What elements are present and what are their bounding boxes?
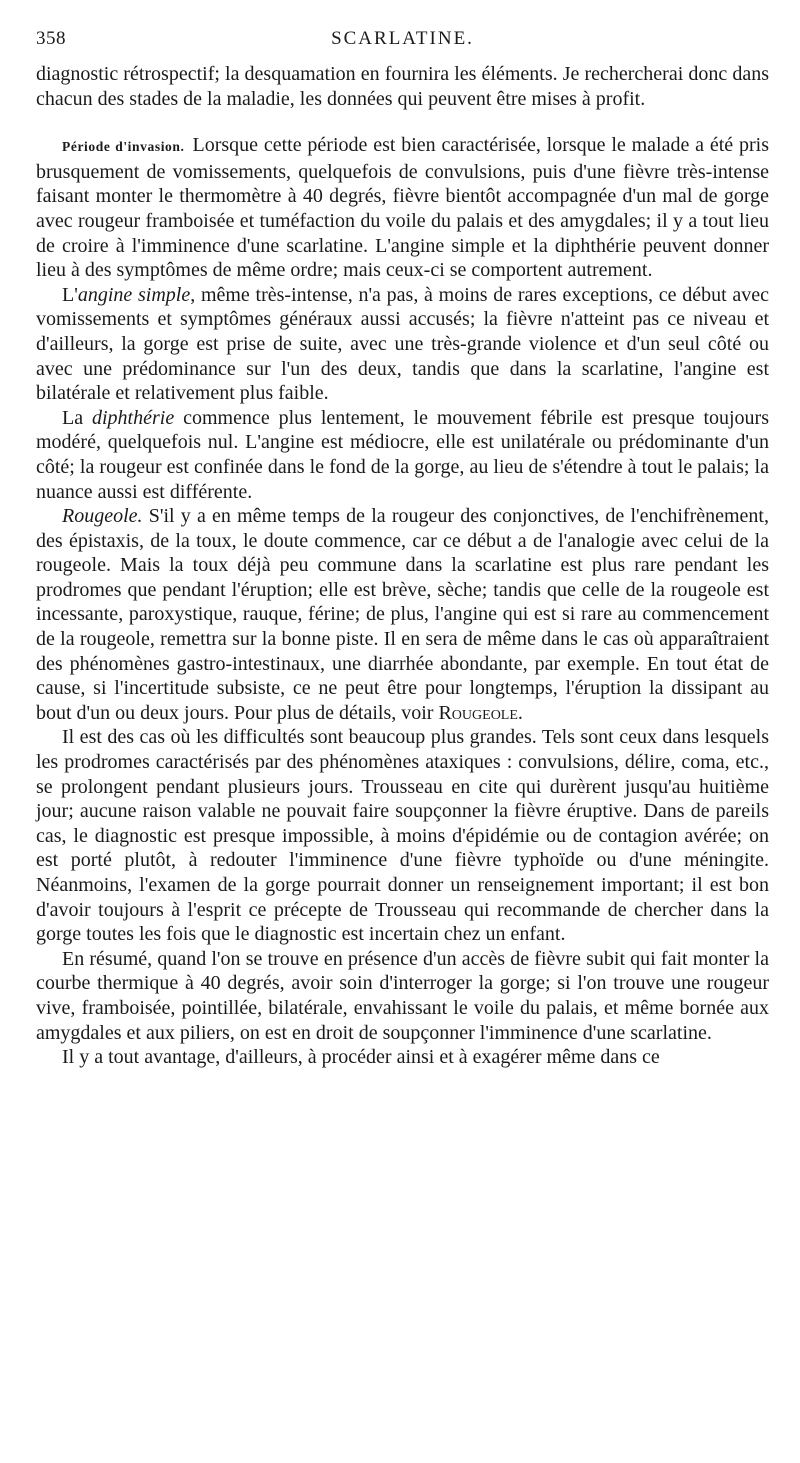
- italic-term: Rougeole.: [62, 505, 143, 528]
- running-head: SCARLATINE.: [331, 28, 474, 49]
- italic-term: diphthérie: [91, 406, 175, 429]
- paragraph: Il y a tout avantage, d'ailleurs, à procéder ainsi et à exagérer même dans ce: [62, 1046, 660, 1069]
- paragraph-text: commence plus lentement, le mouvement fébrile est presque toujours modéré, quelquefois nul. L'angine est médiocre, elle est unilatérale ou prédominante d'un côté; la rougeur est confinée dans le fond de la gorge, au lieu de s'étendre à tout le palais; la nuance aussi est différente.: [36, 406, 769, 503]
- paragraph-text: S'il y a en même temps de la rougeur des conjonctives, de l'enchifrènement, des épistaxis, de la toux, le doute commence, car ce début a de l'analogie avec celui de la rougeole. Mais la toux déjà peu commune dans la scarlatine est plus rare pendant les prodromes que pendant l'éruption; elle est brève, sèche; tandis que celle de la rougeole est incessante, paroxystique, rauque, férine; de plus, l'angine qui est si rare au commencement de la rougeole, remettra sur la bonne piste. Il en sera de même dans le cas où apparaîtraient des phénomènes gastro-intestinaux, une diarrhée abondante, par exemple. En tout état de cause, si l'incertitude subsiste, ce ne peut être pour longtemps, l'éruption la dissipant au bout d'un ou deux jours. Pour plus de détails, voir: [36, 505, 769, 724]
- paragraph: Il est des cas où les difficultés sont beaucoup plus grandes. Tels sont ceux dans lesquels les prodromes caractérisés par des phénomènes ataxiques : convulsions, délire, coma, etc., se prolongent pendant plusieurs jours. Trousseau en cite qui durèrent jusqu'au huitième jour; aucune raison valable ne pouvait faire soupçonner la fièvre éruptive. Dans de pareils cas, le diagnostic est presque impossible, à moins d'épidémie ou de contagion avérée; on est porté plutôt, à redouter l'imminence d'une fièvre typhoïde ou d'une méningite. Néanmoins, l'examen de la gorge pourrait donner un renseignement important; il est bon d'avoir toujours à l'esprit ce précepte de Trousseau qui recommande de chercher dans la gorge toutes les fois que le diagnostic est incertain chez un enfant.: [36, 726, 769, 946]
- paragraph: [36, 283, 769, 406]
- paragraph-text: , même très-intense, n'a pas, à moins de rares exceptions, ce début avec vomissements et symptômes généraux aussi accusés; la fièvre n'atteint pas ce niveau et d'ailleurs, la gorge est prise de suite, avec une très-grande violence et d'un seul côté ou avec une prédominance sur l'un des deux, tandis que dans la scarlatine, l'angine est bilatérale et relativement plus faible.: [36, 283, 769, 405]
- paragraph-lead: L': [62, 283, 78, 306]
- book-page: [36, 28, 769, 1070]
- paragraph: En résumé, quand l'on se trouve en présence d'un accès de fièvre subit qui fait monter la courbe thermique à 40 degrés, avoir soin d'interroger la gorge; si l'on trouve une rougeur vive, framboisée, pointillée, bilatérale, envahissant le voile du palais, et même bornée aux amygdales et aux piliers, on est en droit de soupçonner l'imminence d'une scarlatine.: [36, 947, 769, 1044]
- section-heading: Période d'invasion.: [62, 139, 185, 155]
- italic-term: angine simple: [77, 283, 191, 306]
- paragraph-lead: La: [62, 406, 92, 429]
- paragraph: diagnostic rétrospectif; la desquamation en fournira les éléments. Je rechercherai donc dans chacun des stades de la maladie, les données qui peuvent être mises à profit.: [36, 63, 769, 110]
- paragraph: [36, 406, 769, 504]
- page-header: [36, 28, 769, 62]
- paragraph-text: Lorsque cette période est bien caractérisée, lorsque le malade a été pris brusquement de vomissements, quelquefois de convulsions, puis d'une fièvre très-intense faisant monter le thermomètre à 40 degrés, fièvre bientôt accompagnée d'un mal de gorge avec rougeur framboisée et tuméfaction du voile du palais et des amygdales; il y a tout lieu de croire à l'imminence d'une scarlatine. L'angine simple et la diphthérie peuvent donner lieu à des symptômes de même ordre; mais ceux-ci se comportent autrement.: [36, 134, 769, 282]
- paragraph: [36, 133, 769, 283]
- cross-reference: Rougeole.: [438, 701, 523, 724]
- paragraph: [36, 504, 769, 725]
- page-number: 358: [36, 28, 66, 49]
